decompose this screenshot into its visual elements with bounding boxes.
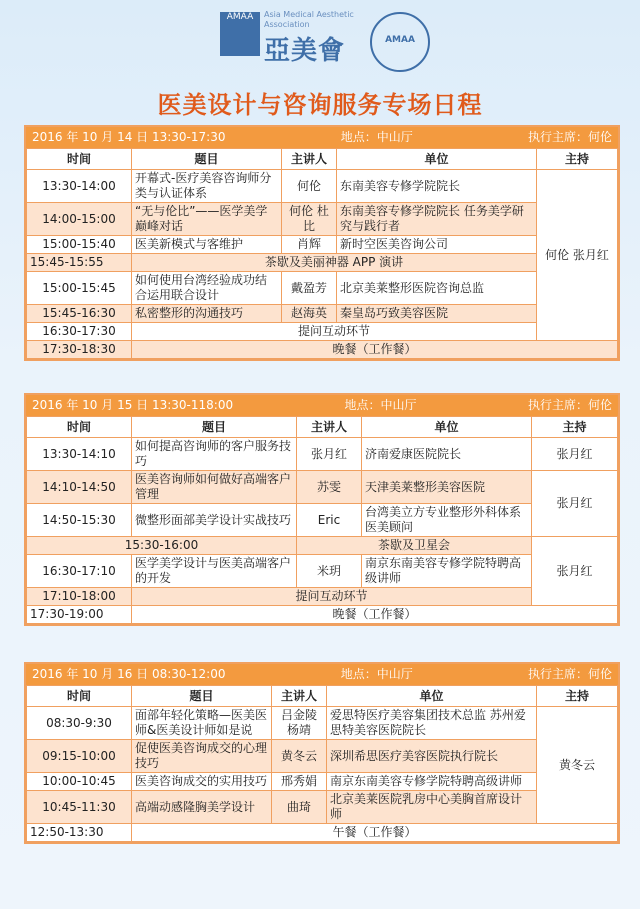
table-row: 10:00-10:45 医美咨询成交的实用技巧 邢秀娟 南京东南美容专修学院特聘高级讲师 [27,773,618,791]
day2-venue: 地点：中山厅 [344,398,417,412]
table-row: 16:30-17:30 提问互动环节 [27,323,618,341]
table-row: 17:30-18:30 晚餐（工作餐） [27,341,618,359]
table-row: 15:00-15:40 医美新模式与客维护 肖辉 新时空医美咨询公司 [27,236,618,254]
header [0,0,640,125]
table-row: 12:50-13:30 午餐（工作餐） [27,824,618,842]
amaa-logo [220,8,360,68]
table-row: 14:10-14:50 医美咨询师如何做好高端客户管理 苏雯 天津美莱整形美容医院 张月红 [27,471,618,504]
table-row: 14:00-15:00 “无与伦比”——医学美学巅峰对话 何伦 杜比 东南美容专修学院院长 任务美学研究与践行者 [27,203,618,236]
day3-chair: 执行主席：何伦 [527,667,612,681]
col-unit: 单位 [337,149,537,170]
table-row: 13:30-14:10 如何提高咨询师的客户服务技巧 张月红 济南爱康医院院长 张月红 [27,438,618,471]
col-topic: 题目 [132,149,282,170]
day1-table [26,148,618,359]
day3-venue: 地点：中山厅 [340,667,413,681]
seal-logo: AMAA [370,12,430,72]
table-row: 16:30-17:10 医学美学设计与医美高端客户的开发 米玥 南京东南美容专修学院特聘高级讲师 [27,555,618,588]
day2-table: 时间 题目 主讲人 单位 主持 13:30-14:10 如何提高咨询师的客户服务技巧 张月红 济南爱康医院院长 张月红 14:10-14:50 医美咨询师如何做好高端客户管理 苏雯 天津美莱整形美容医院 张月红 14:50-15:30 微整形面部美学设计实战技巧 Eric 台湾美立方专业整形外科体系医美顾问 15:30-16:00 茶歇及卫星会 张月红 16:30-17:10 医学美学设计与医美高端客户的开发 米玥 南京东南美容专修学院特聘高级讲师 17:10-18:00 提问互动环节 17:30-19:00 晚餐（工作餐） [26,416,618,624]
day1-host: 何伦 张月红 [537,170,618,341]
amaa-logo-english: Asia Medical Aesthetic Association [264,10,354,29]
day1-banner [26,127,618,148]
day3-schedule [24,662,620,844]
col-host: 主持 [537,149,618,170]
table-row: 08:30-9:30 面部年轻化策略—医美医师&医美设计师如是说 吕金陵 杨靖 爱思特医疗美容集团技术总监 苏州爱思特美容医院院长 黄冬云 [27,707,618,740]
day1-date: 2016 年 10 月 14 日 13:30-17:30 [32,130,226,144]
amaa-logo-mark: AMAA [220,12,260,56]
amaa-logo-chinese: 亞美會 [264,36,346,66]
day1-venue: 地点：中山厅 [340,130,413,144]
day2-chair: 执行主席：何伦 [527,398,612,412]
col-speaker: 主讲人 [282,149,337,170]
table-row: 09:15-10:00 促使医美咨询成交的心理技巧 黄冬云 深圳希思医疗美容医院执行院长 [27,740,618,773]
page-title: 医美设计与咨询服务专场日程 [157,91,483,119]
day2-host-b: 张月红 [532,471,618,537]
table-row: 14:50-15:30 微整形面部美学设计实战技巧 Eric 台湾美立方专业整形外科体系医美顾问 [27,504,618,537]
table-row: 17:10-18:00 提问互动环节 [27,588,618,606]
day3-banner [26,664,618,685]
table-row: 15:45-15:55 茶歇及美丽神器 APP 演讲 [27,254,618,272]
col-time: 时间 [27,149,132,170]
day2-schedule [24,393,620,626]
day2-date: 2016 年 10 月 15 日 13:30-118:00 [32,398,234,412]
day2-banner [26,395,618,416]
table-row: 13:30-14:00 开幕式-医疗美容咨询师分类与认证体系 何伦 东南美容专修学院院长 何伦 张月红 [27,170,618,203]
table-row: 15:00-15:45 如何使用台湾经验成功结合运用联合设计 戴盈芳 北京美莱整形医院咨询总监 [27,272,618,305]
day3-table: 时间 题目 主讲人 单位 主持 08:30-9:30 面部年轻化策略—医美医师&医美设计师如是说 吕金陵 杨靖 爱思特医疗美容集团技术总监 苏州爱思特美容医院院长 黄冬云 09:15-10:00 促使医美咨询成交的心理技巧 黄冬云 深圳希思医疗美容医院执行院长 10:00-10:45 医美咨询成交的实用技巧 邢秀娟 南京东南美容专修学院特聘高级讲师 10:45-11:30 高端动感隆胸美学设计 曲琦 北京美莱医院乳房中心美胸首席设计师 12:50-13:30 午餐（工作餐） [26,685,618,842]
table-row: 10:45-11:30 高端动感隆胸美学设计 曲琦 北京美莱医院乳房中心美胸首席设计师 [27,791,618,824]
table-row: 15:30-16:00 茶歇及卫星会 张月红 [27,537,618,555]
day2-host-c: 张月红 [532,537,618,606]
day3-date: 2016 年 10 月 16 日 08:30-12:00 [32,667,226,681]
day1-schedule [24,125,620,361]
table-row: 15:45-16:30 私密整形的沟通技巧 赵海英 秦皇岛巧致美容医院 [27,305,618,323]
day3-host: 黄冬云 [537,707,618,824]
table-row: 17:30-19:00 晚餐（工作餐） [27,606,618,624]
day1-chair: 执行主席：何伦 [527,130,612,144]
